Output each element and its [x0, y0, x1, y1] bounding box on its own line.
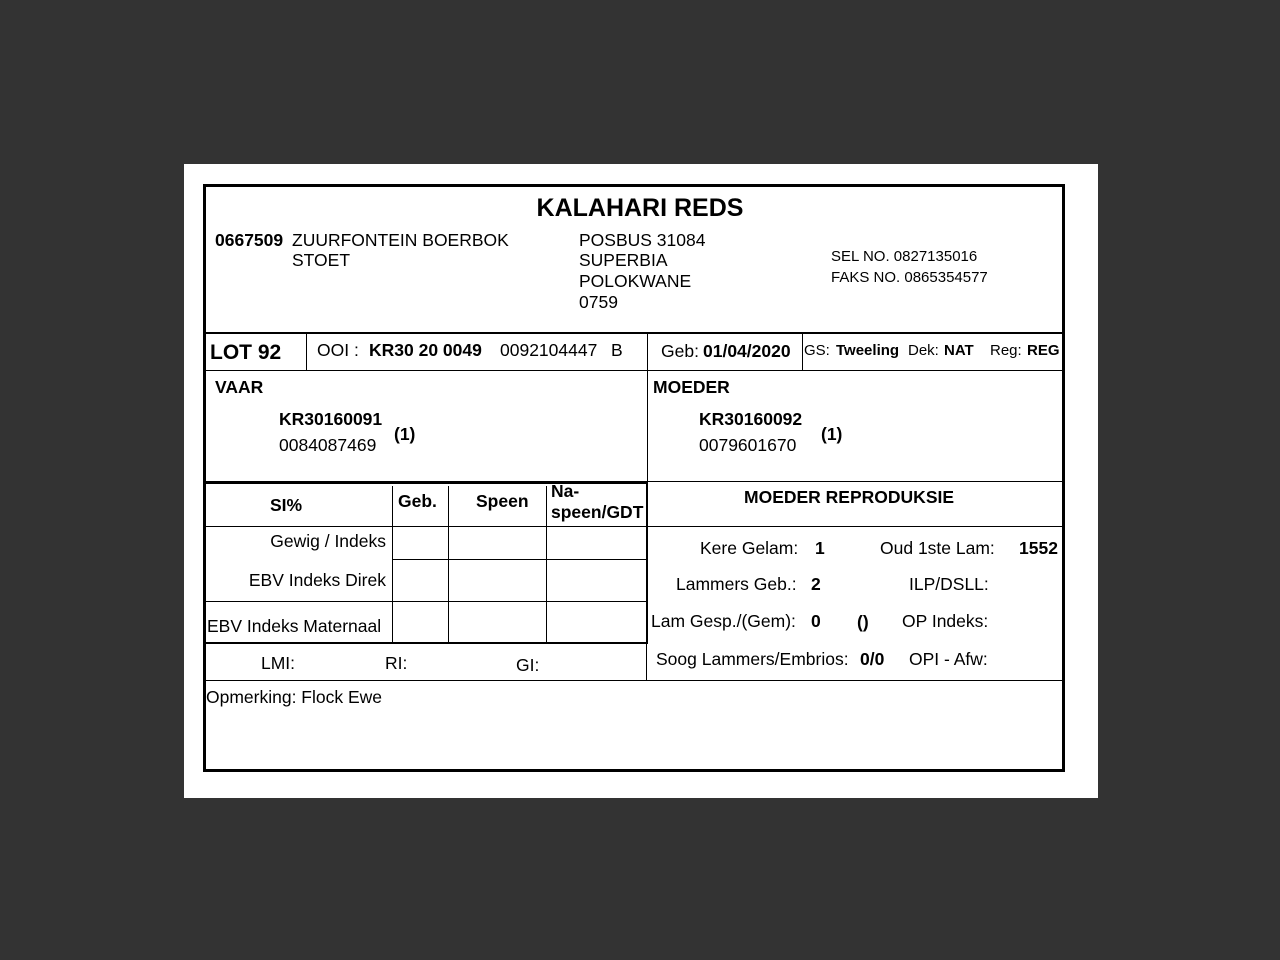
si-header-si: SI% [270, 495, 303, 515]
si-row-gewig: Gewig / Indeks [270, 531, 386, 551]
breeder-name-line2: STOET [292, 250, 351, 270]
gesp-gem: () [857, 612, 869, 632]
breeder-name-line1: ZUURFONTEIN BOERBOK [292, 230, 509, 250]
lot-divider-3 [802, 333, 803, 371]
ilp-label: ILP/DSLL: [909, 574, 989, 594]
repro-title: MOEDER REPRODUKSIE [744, 487, 955, 507]
gi-label: GI: [516, 655, 540, 675]
sire-label: VAAR [215, 377, 264, 397]
dam-id: KR30160092 [699, 409, 803, 429]
gesp-label: Lam Gesp./(Gem): [651, 611, 796, 631]
sire-id: KR30160091 [279, 409, 383, 429]
reg-value: REG [1027, 342, 1060, 359]
oud-label: Oud 1ste Lam: [880, 538, 995, 558]
lot-row-top-rule [205, 332, 1063, 334]
birth-label: Geb: [661, 341, 699, 361]
ooi-grade: B [611, 340, 623, 360]
lammers-value: 2 [811, 574, 821, 594]
dam-label: MOEDER [653, 377, 730, 397]
address-line-2: SUPERBIA [579, 250, 668, 270]
sire-count: (1) [394, 424, 416, 444]
ooi-label: OOI : [317, 340, 359, 360]
si-header-geb: Geb. [398, 491, 437, 511]
fax-number: FAKS NO. 0865354577 [831, 269, 988, 286]
oud-value: 1552 [1019, 538, 1058, 558]
lot-number: LOT 92 [210, 341, 282, 364]
indices-right-rule [646, 644, 647, 681]
si-row-ebv-direk: EBV Indeks Direk [248, 570, 386, 590]
si-row-rule-2 [205, 601, 647, 602]
si-row-rule-1 [392, 559, 647, 560]
address-line-1: POSBUS 31084 [579, 230, 706, 250]
gs-label: GS: [804, 342, 830, 359]
si-header-naspeen-1: Na- [551, 481, 580, 501]
sire-number: 0084087469 [279, 435, 377, 455]
opi-label: OPI - Afw: [909, 649, 988, 669]
dam-count: (1) [821, 424, 843, 444]
ooi-number: 0092104447 [500, 340, 598, 360]
repro-header-rule [648, 526, 1063, 527]
breeder-number: 0667509 [215, 230, 284, 250]
soog-value: 0/0 [860, 649, 885, 669]
si-header-speen: Speen [476, 491, 529, 511]
kere-value: 1 [815, 538, 825, 558]
card-title: KALAHARI REDS [536, 194, 744, 222]
op-label: OP Indeks: [902, 611, 989, 631]
ri-label: RI: [385, 653, 408, 673]
si-table-top-rule [205, 482, 648, 484]
lot-divider-2 [647, 333, 648, 371]
si-header-naspeen-2: speen/GDT [551, 502, 644, 522]
parents-divider [647, 370, 648, 482]
lot-divider-1 [306, 333, 307, 371]
soog-label: Soog Lammers/Embrios: [656, 649, 849, 669]
si-col-rule-2 [448, 486, 449, 642]
cell-number: SEL NO. 0827135016 [831, 248, 978, 265]
si-row-ebv-maternaal: EBV Indeks Maternaal [207, 616, 382, 636]
lot-row-bottom-rule [205, 370, 1063, 371]
remark: Opmerking: Flock Ewe [206, 687, 383, 707]
si-table-right-rule [646, 482, 648, 644]
birth-date: 01/04/2020 [703, 341, 791, 361]
address-line-3: POLOKWANE [579, 271, 692, 291]
gs-value: Tweeling [836, 342, 900, 359]
ooi-id: KR30 20 0049 [369, 340, 482, 360]
si-col-rule-1 [392, 486, 393, 642]
dam-number: 0079601670 [699, 435, 797, 455]
address-line-4: 0759 [579, 292, 618, 312]
lammers-label: Lammers Geb.: [676, 574, 797, 594]
indices-bottom-rule [205, 680, 1063, 681]
gesp-value: 0 [811, 611, 821, 631]
si-col-rule-3 [546, 486, 547, 642]
si-table-bottom-rule [205, 642, 648, 644]
reg-label: Reg: [990, 342, 1022, 359]
kere-label: Kere Gelam: [700, 538, 799, 558]
dek-label: Dek: [908, 342, 939, 359]
dek-value: NAT [944, 342, 974, 359]
si-header-rule [205, 526, 647, 527]
lmi-label: LMI: [261, 653, 296, 673]
